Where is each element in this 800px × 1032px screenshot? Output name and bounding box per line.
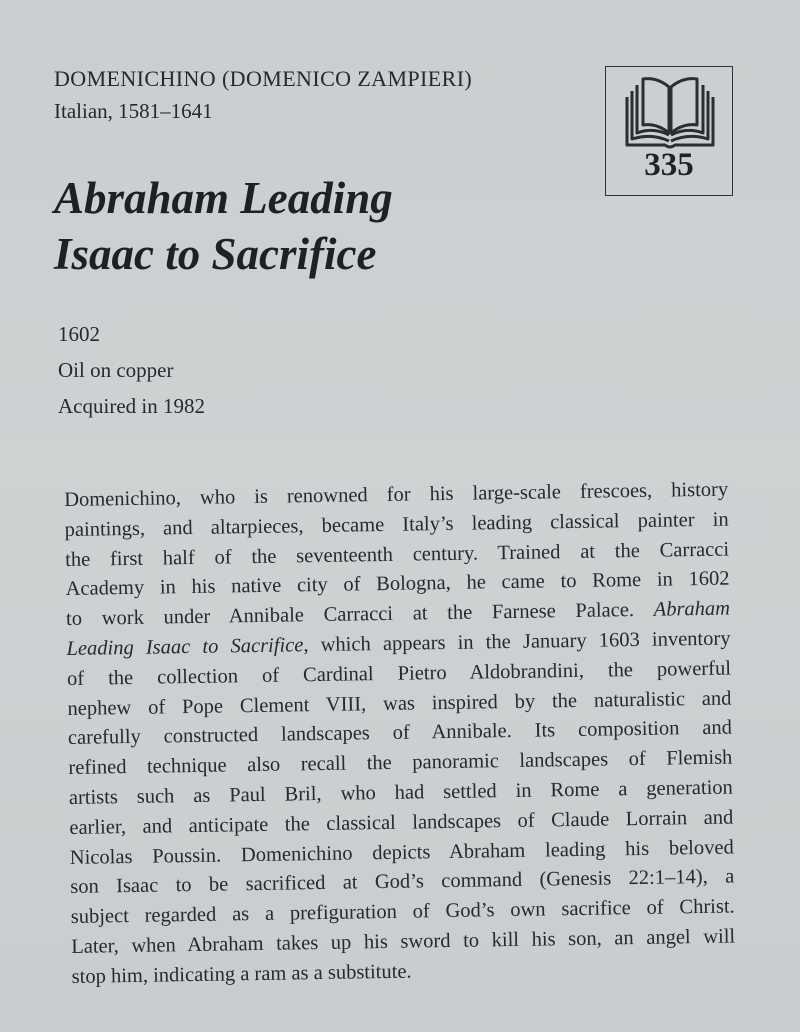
audio-guide-box	[605, 66, 733, 196]
artist-name: DOMENICHINO (DOMENICO ZAMPIERI)	[54, 66, 473, 91]
description-line: of the collection of Cardinal Pietro Aldobrandini, the powerful	[66, 657, 732, 690]
description-line: artists such as Paul Bril, who had settled in Rome a generation	[68, 776, 733, 809]
description-line: Nicolas Poussin. Domenichino depicts Abraham leading his beloved	[69, 836, 734, 869]
description-paragraph	[64, 475, 752, 992]
description-line: son Isaac to be sacrificed at God’s command (Genesis 22:1–14), a	[70, 865, 735, 899]
artwork-medium: Oil on copper	[58, 358, 174, 382]
artwork-title-line-1: Abraham Leading	[54, 173, 393, 223]
artwork-details	[58, 316, 205, 424]
description-line: earlier, and anticipate the classical landscapes of Claude Lorrain and	[69, 806, 734, 839]
artwork-description	[64, 475, 752, 992]
artwork-title-line-2: Isaac to Sacrifice	[54, 229, 377, 279]
description-line: refined technique also recall the panoramic landscapes of Flemish	[68, 746, 733, 780]
artwork-acquisition: Acquired in 1982	[58, 394, 205, 418]
description-line: nephew of Pope Clement VIII, was inspired by the naturalistic and	[67, 687, 732, 720]
description-line: the first half of the seventeenth century. Trained at the Carracci	[64, 538, 730, 571]
artwork-date: 1602	[58, 322, 100, 346]
book-icon	[623, 75, 717, 151]
description-text: to work under Annibale Carracci at the Farnese Palace.	[65, 598, 654, 631]
description-line: paintings, and altarpieces, became Italy’s leading classical painter in	[64, 508, 729, 541]
description-line: Academy in his native city of Bologna, he came to Rome in 1602	[65, 567, 730, 601]
description-line: Later, when Abraham takes up his sword to kill his son, an angel will	[71, 925, 736, 958]
description-line: Domenichino, who is renowned for his large-scale frescoes, history	[64, 478, 729, 511]
description-italic-title: Leading Isaac to Sacrifice	[66, 634, 304, 660]
description-line: stop him, indicating a ram as a substitute.	[71, 960, 412, 988]
artwork-title	[54, 170, 393, 282]
description-italic-title: Abraham	[653, 597, 731, 621]
artist-nationality-dates: Italian, 1581–1641	[54, 99, 213, 123]
audio-guide-number: 335	[644, 147, 694, 183]
description-line: carefully constructed landscapes of Annibale. Its composition and	[67, 716, 733, 750]
description-text: , which appears in the January 1603 inventory	[303, 627, 731, 657]
description-line: subject regarded as a prefiguration of God’s own sacrifice of Christ.	[70, 895, 735, 929]
